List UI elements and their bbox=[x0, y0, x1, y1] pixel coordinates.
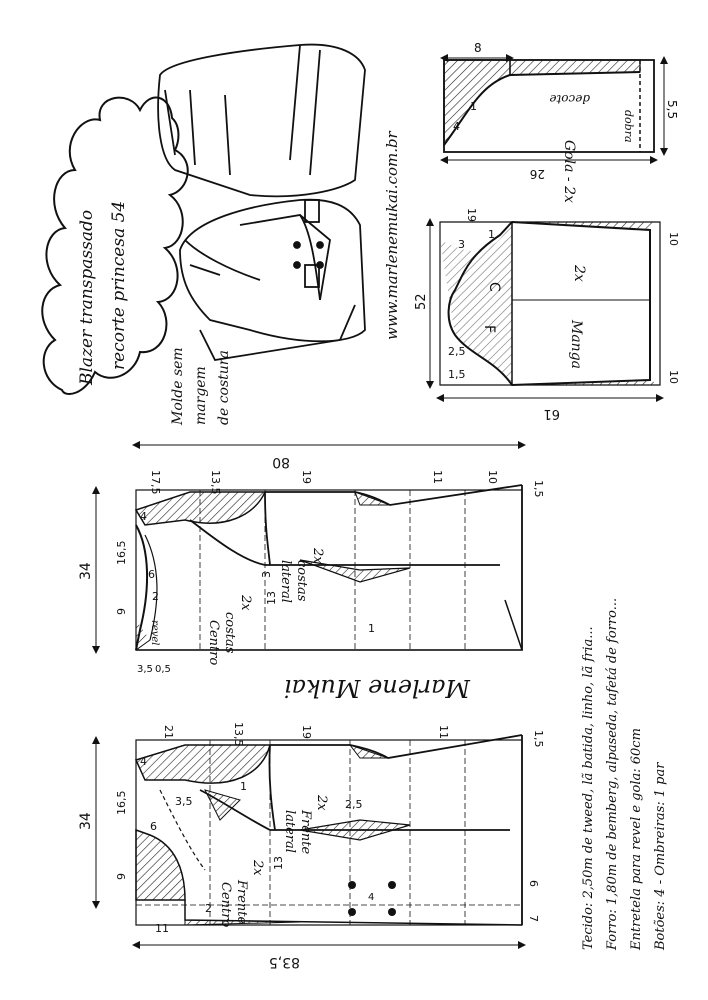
back-m15: 1,5 bbox=[532, 480, 545, 498]
collar-bottom-measure: 26 bbox=[529, 167, 545, 181]
back-m10: 10 bbox=[486, 470, 499, 484]
sleeve-m15: 1,5 bbox=[448, 368, 466, 381]
title-line2: recorte princesa 54 bbox=[109, 200, 129, 370]
front-m4b: 4 bbox=[368, 892, 375, 903]
title-line1: Blazer transpassado bbox=[77, 209, 97, 385]
front-m25: 2,5 bbox=[345, 798, 363, 811]
back-m135: 13,5 bbox=[209, 470, 222, 495]
back-center-line3: 2x bbox=[238, 595, 253, 611]
back-center-line2: costas bbox=[222, 612, 237, 654]
front-half-width: 34 bbox=[78, 812, 94, 830]
front-m165: 16,5 bbox=[115, 790, 128, 815]
collar-piece bbox=[444, 41, 679, 203]
website-url: www.marlenemukai.com.br bbox=[383, 131, 401, 340]
sleeve-hem-bottom: 10 bbox=[667, 370, 680, 384]
front-lateral-line1: lateral bbox=[282, 810, 297, 853]
back-piece bbox=[78, 445, 545, 675]
collar-side-measure: 5,5 bbox=[665, 100, 679, 120]
front-piece bbox=[78, 722, 545, 970]
title-cloud bbox=[42, 98, 187, 394]
back-m2: 2 bbox=[152, 590, 159, 603]
back-m3: 3 bbox=[260, 571, 273, 578]
sleeve-m3: 3 bbox=[458, 238, 465, 251]
material-line: Botões: 4 - Ombreiras: 1 par bbox=[653, 762, 668, 950]
sleeve-front: F bbox=[481, 325, 497, 334]
front-m6: 6 bbox=[150, 820, 157, 833]
back-m165: 16,5 bbox=[115, 540, 128, 565]
front-lateral-line2: Frente bbox=[298, 810, 313, 855]
sleeve-label: Manga bbox=[568, 320, 584, 370]
sleeve-m1: 1 bbox=[488, 228, 495, 241]
back-m05: 0,5 bbox=[155, 664, 171, 675]
front-center-line1: Centro bbox=[218, 882, 233, 928]
button-mark bbox=[388, 881, 396, 889]
back-lateral-line3: 2x bbox=[310, 548, 325, 564]
front-m13: 13 bbox=[272, 856, 285, 870]
material-line: Forro: 1,80m de bemberg, alpaseda, tafetá de forro... bbox=[605, 597, 620, 950]
note-line2: margem bbox=[193, 366, 209, 425]
back-length: 80 bbox=[272, 454, 290, 470]
button-mark bbox=[348, 881, 356, 889]
front-length: 83,5 bbox=[268, 954, 300, 970]
materials-list bbox=[581, 598, 668, 951]
back-m9: 9 bbox=[115, 608, 128, 615]
material-line: Entretela para revel e gola: 60cm bbox=[629, 728, 644, 950]
sleeve-back: C bbox=[486, 282, 502, 292]
sleeve-hem-top: 10 bbox=[667, 232, 680, 246]
back-half-width: 34 bbox=[78, 562, 94, 580]
signature: Marlene Mukai bbox=[283, 674, 470, 702]
sleeve-width: 52 bbox=[414, 293, 429, 310]
front-m21: 21 bbox=[162, 725, 175, 739]
back-m175: 17,5 bbox=[149, 470, 162, 495]
material-line: Tecido: 2,50m de tweed, lã batida, linho, lã fria... bbox=[581, 626, 596, 950]
front-m7: 7 bbox=[527, 915, 540, 922]
collar-small2: 1 bbox=[470, 100, 477, 113]
front-center-line3: 2x bbox=[250, 860, 265, 876]
sleeve-m25: 2,5 bbox=[448, 345, 466, 358]
button-mark bbox=[388, 908, 396, 916]
front-m19: 19 bbox=[300, 725, 313, 739]
sleeve-cap: 19 bbox=[465, 208, 478, 222]
collar-small1: 4 bbox=[453, 120, 460, 133]
back-m4: 4 bbox=[140, 510, 147, 523]
back-revel: revel bbox=[149, 620, 160, 646]
front-m6b: 6 bbox=[527, 880, 540, 887]
front-m1-5: 1,5 bbox=[532, 730, 545, 748]
front-m2: 2 bbox=[205, 902, 212, 915]
front-m11b: 11 bbox=[155, 922, 169, 935]
front-m4: 4 bbox=[140, 755, 147, 768]
sleeve-qty: 2x bbox=[571, 265, 587, 282]
front-lateral-line3: 2x bbox=[314, 795, 329, 811]
back-lateral-line1: lateral bbox=[278, 560, 293, 603]
collar-decote: decote bbox=[549, 92, 590, 106]
back-center-line1: Centro bbox=[206, 620, 221, 666]
button-mark bbox=[348, 908, 356, 916]
back-m1: 1 bbox=[368, 622, 375, 635]
collar-top-measure: 8 bbox=[474, 41, 482, 55]
front-center-line2: Frente bbox=[234, 880, 249, 925]
back-m6: 6 bbox=[148, 568, 155, 581]
blazer-illustration bbox=[158, 45, 365, 360]
back-m19: 19 bbox=[300, 470, 313, 484]
back-m11: 11 bbox=[431, 470, 444, 484]
back-lateral-line2: costas bbox=[294, 560, 309, 602]
front-m1: 1 bbox=[240, 780, 247, 793]
front-m35: 3,5 bbox=[175, 795, 193, 808]
note-line1: Molde sem bbox=[170, 347, 186, 425]
back-m13: 13 bbox=[265, 591, 278, 605]
back-m35: 3,5 bbox=[137, 664, 153, 675]
front-m11: 11 bbox=[437, 725, 450, 739]
note-line3: de costura bbox=[216, 350, 232, 425]
front-m9: 9 bbox=[115, 873, 128, 880]
collar-dobra: dobra bbox=[622, 110, 635, 143]
collar-label: Gola - 2x bbox=[561, 140, 577, 203]
sleeve-length: 61 bbox=[543, 406, 560, 421]
sleeve-piece bbox=[414, 208, 680, 421]
front-m135: 13,5 bbox=[232, 722, 245, 747]
